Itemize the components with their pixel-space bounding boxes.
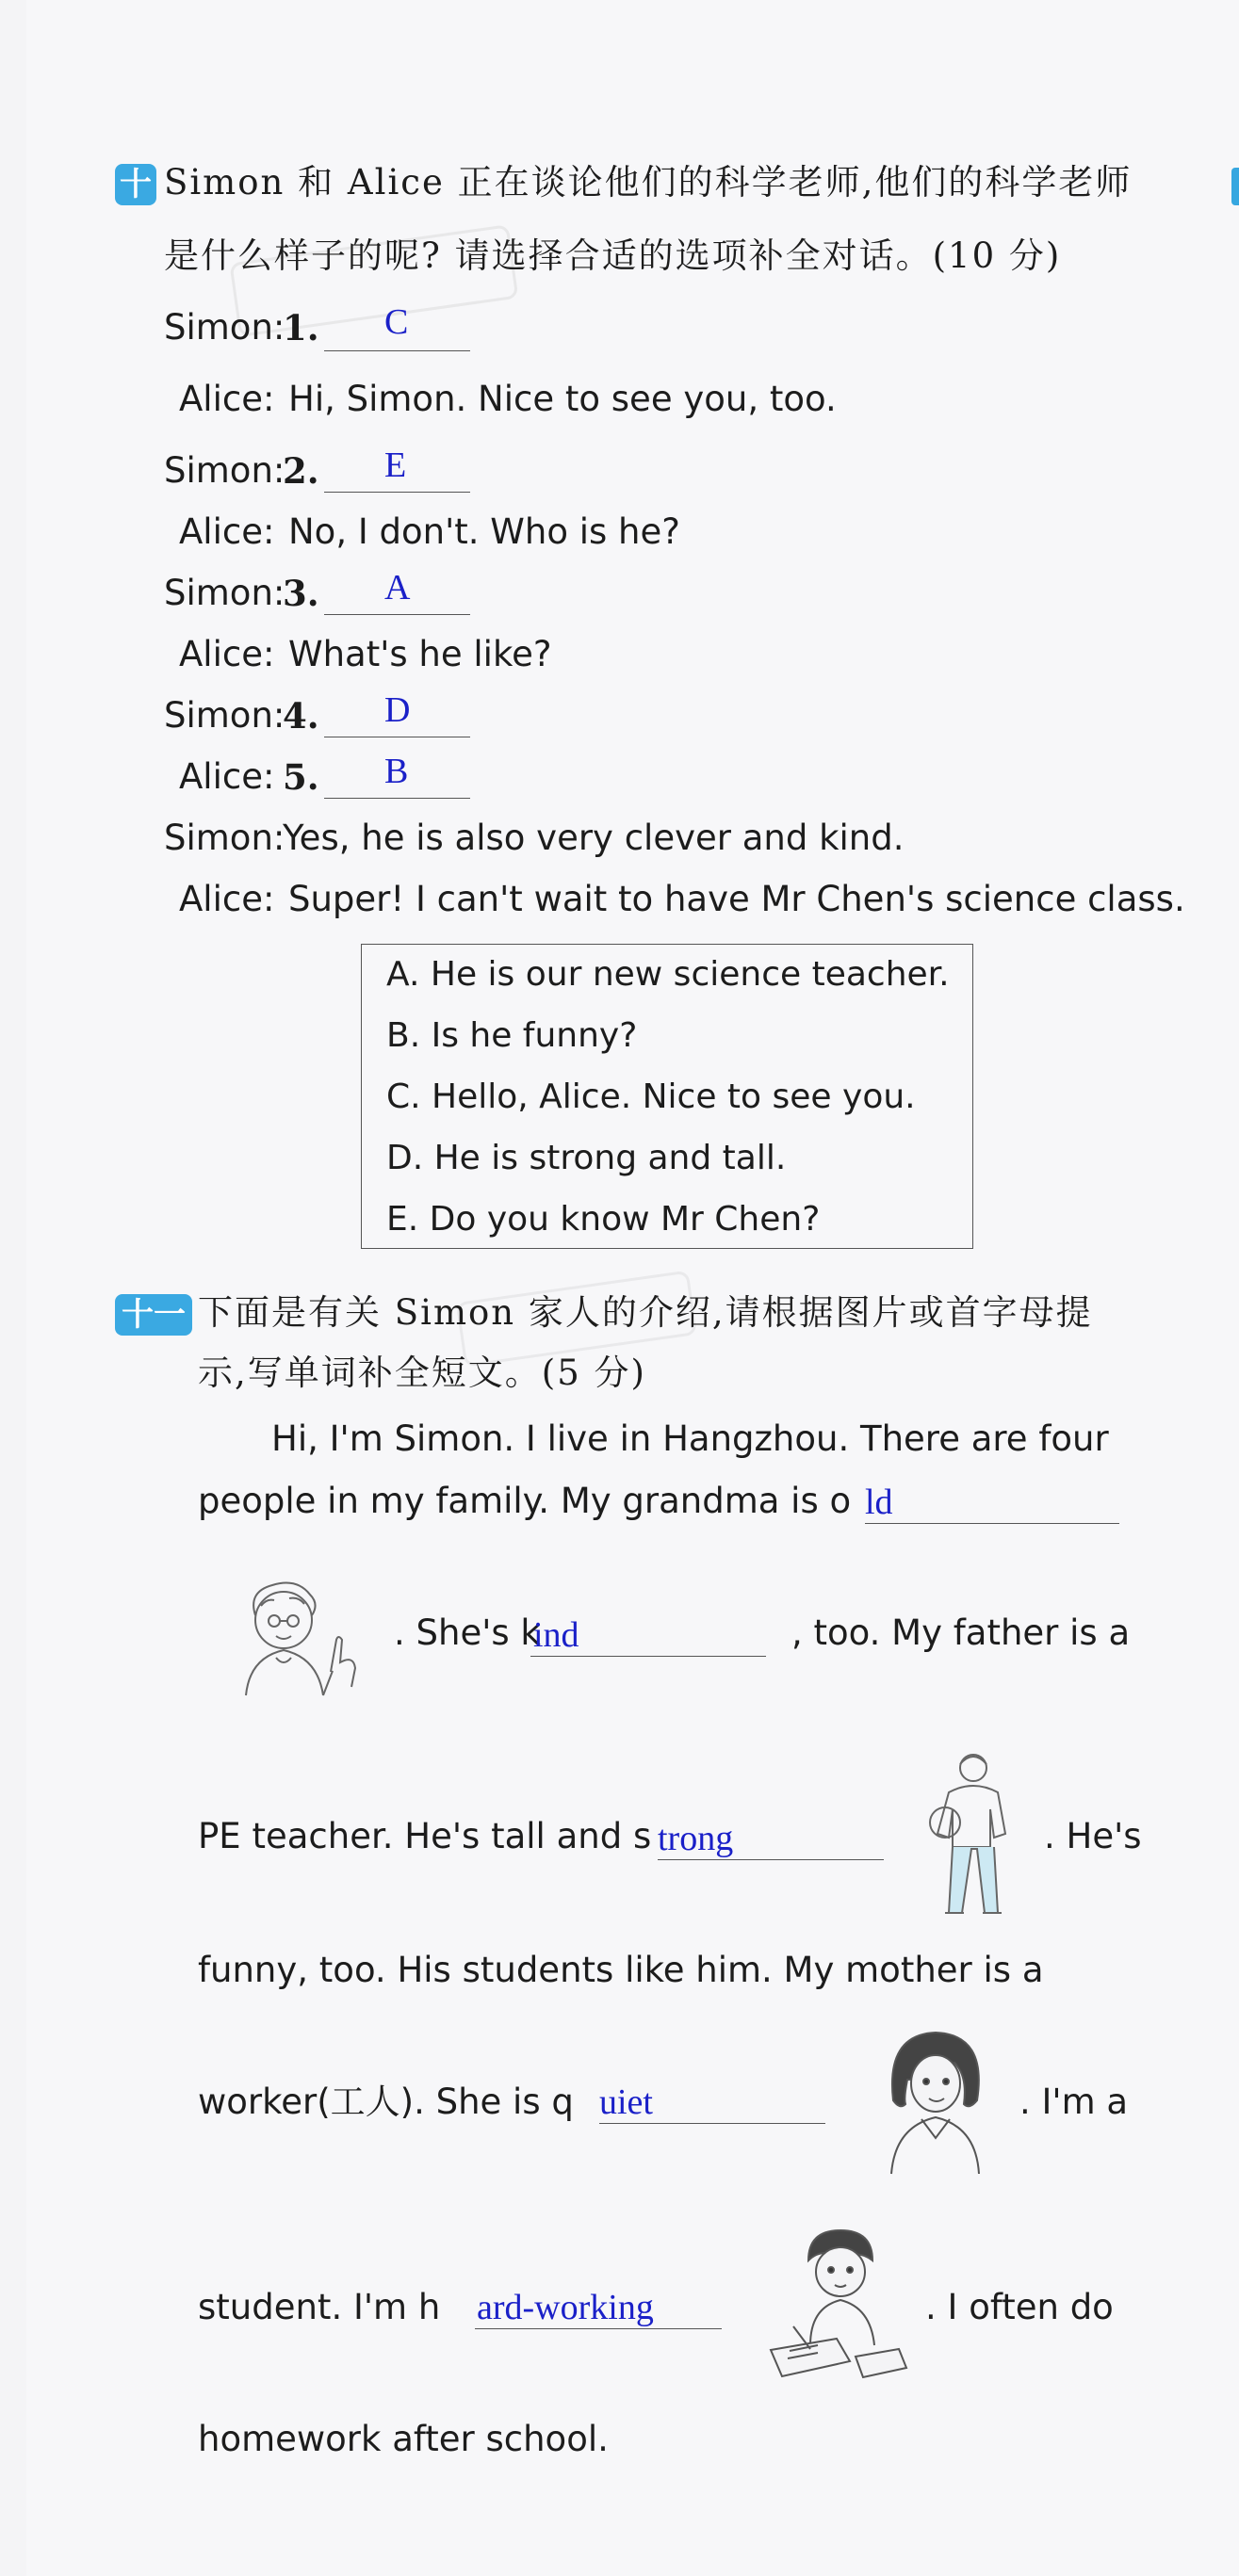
section11-instruction-line2: 示,写单词补全短文。(5 分)	[198, 1353, 646, 1393]
dialogue-line: Yes, he is also very clever and kind.	[283, 818, 905, 858]
answer-5: B	[384, 752, 409, 791]
passage-line: , too. My father is a	[791, 1612, 1131, 1653]
answer-word-4: uiet	[599, 2082, 653, 2122]
answer-3: A	[384, 568, 411, 608]
option-e: E. Do you know Mr Chen?	[386, 1200, 821, 1239]
answer-blank[interactable]	[865, 1523, 1119, 1524]
passage-line: . He's	[1044, 1816, 1142, 1856]
section-number-badge: 十	[115, 164, 156, 205]
dialogue-speaker: Simon:	[164, 573, 285, 613]
dialogue-speaker: Alice:	[179, 511, 275, 552]
answer-blank[interactable]	[530, 1656, 766, 1657]
answer-blank[interactable]	[324, 492, 470, 493]
section-number-badge: 十一	[115, 1294, 192, 1336]
option-b: B. Is he funny?	[386, 1016, 638, 1055]
option-a: A. He is our new science teacher.	[386, 955, 950, 994]
dialogue-speaker: Alice:	[179, 379, 275, 419]
question-number: 5.	[283, 756, 319, 798]
student-picture	[761, 2223, 912, 2387]
section10-instruction-line2: 是什么样子的呢? 请选择合适的选项补全对话。(10 分)	[164, 235, 1062, 276]
grandma-picture	[220, 1578, 389, 1704]
option-d: D. He is strong and tall.	[386, 1139, 787, 1177]
passage-line: . I often do	[925, 2287, 1114, 2327]
question-number: 1.	[283, 307, 319, 348]
options-box	[361, 944, 973, 1249]
section11-instruction-line1: 下面是有关 Simon 家人的介绍,请根据图片或首字母提	[198, 1292, 1093, 1333]
passage-line: . She's k	[394, 1612, 541, 1653]
father-picture	[907, 1747, 1039, 1930]
option-c: C. Hello, Alice. Nice to see you.	[386, 1077, 916, 1116]
question-number: 2.	[283, 450, 319, 492]
dialogue-speaker: Alice:	[179, 879, 275, 919]
answer-word-3: trong	[658, 1819, 734, 1858]
answer-blank[interactable]	[324, 614, 470, 615]
passage-line: homework after school.	[198, 2419, 609, 2459]
answer-1: C	[384, 302, 409, 342]
passage-line: people in my family. My grandma is o	[198, 1481, 852, 1521]
passage-line: PE teacher. He's tall and s	[198, 1816, 652, 1856]
worksheet-page	[26, 0, 1239, 2576]
dialogue-speaker: Simon:	[164, 695, 285, 736]
answer-word-2: ind	[533, 1615, 579, 1655]
answer-2: E	[384, 446, 407, 485]
answer-blank[interactable]	[475, 2328, 722, 2329]
answer-4: D	[384, 690, 411, 730]
answer-blank[interactable]	[324, 350, 470, 351]
dialogue-speaker: Simon:	[164, 818, 285, 858]
dialogue-speaker: Simon:	[164, 307, 285, 348]
dialogue-line: Super! I can't wait to have Mr Chen's science class.	[288, 879, 1185, 919]
dialogue-line: Hi, Simon. Nice to see you, too.	[288, 379, 837, 419]
answer-word-5: ard-working	[477, 2288, 654, 2327]
dialogue-speaker: Simon:	[164, 450, 285, 491]
passage-line: student. I'm h	[198, 2287, 441, 2327]
question-number: 3.	[283, 573, 319, 614]
answer-blank[interactable]	[599, 2123, 825, 2124]
answer-word-1: ld	[865, 1482, 893, 1522]
passage-line: worker(工人). She is q	[198, 2082, 574, 2122]
page-edge-tab	[1231, 168, 1239, 205]
answer-blank[interactable]	[658, 1859, 884, 1860]
dialogue-line: What's he like?	[288, 634, 552, 674]
passage-line: funny, too. His students like him. My mother is a	[198, 1950, 1044, 1990]
dialogue-speaker: Alice:	[179, 634, 275, 674]
answer-blank[interactable]	[324, 798, 470, 799]
passage-line: Hi, I'm Simon. I live in Hangzhou. There are four	[271, 1418, 1109, 1459]
question-number: 4.	[283, 695, 319, 737]
mother-picture	[865, 2025, 1006, 2179]
passage-line: . I'm a	[1019, 2082, 1129, 2122]
section10-instruction-line1: Simon 和 Alice 正在谈论他们的科学老师,他们的科学老师	[164, 162, 1133, 203]
dialogue-speaker: Alice:	[179, 756, 275, 797]
dialogue-line: No, I don't. Who is he?	[288, 511, 680, 552]
